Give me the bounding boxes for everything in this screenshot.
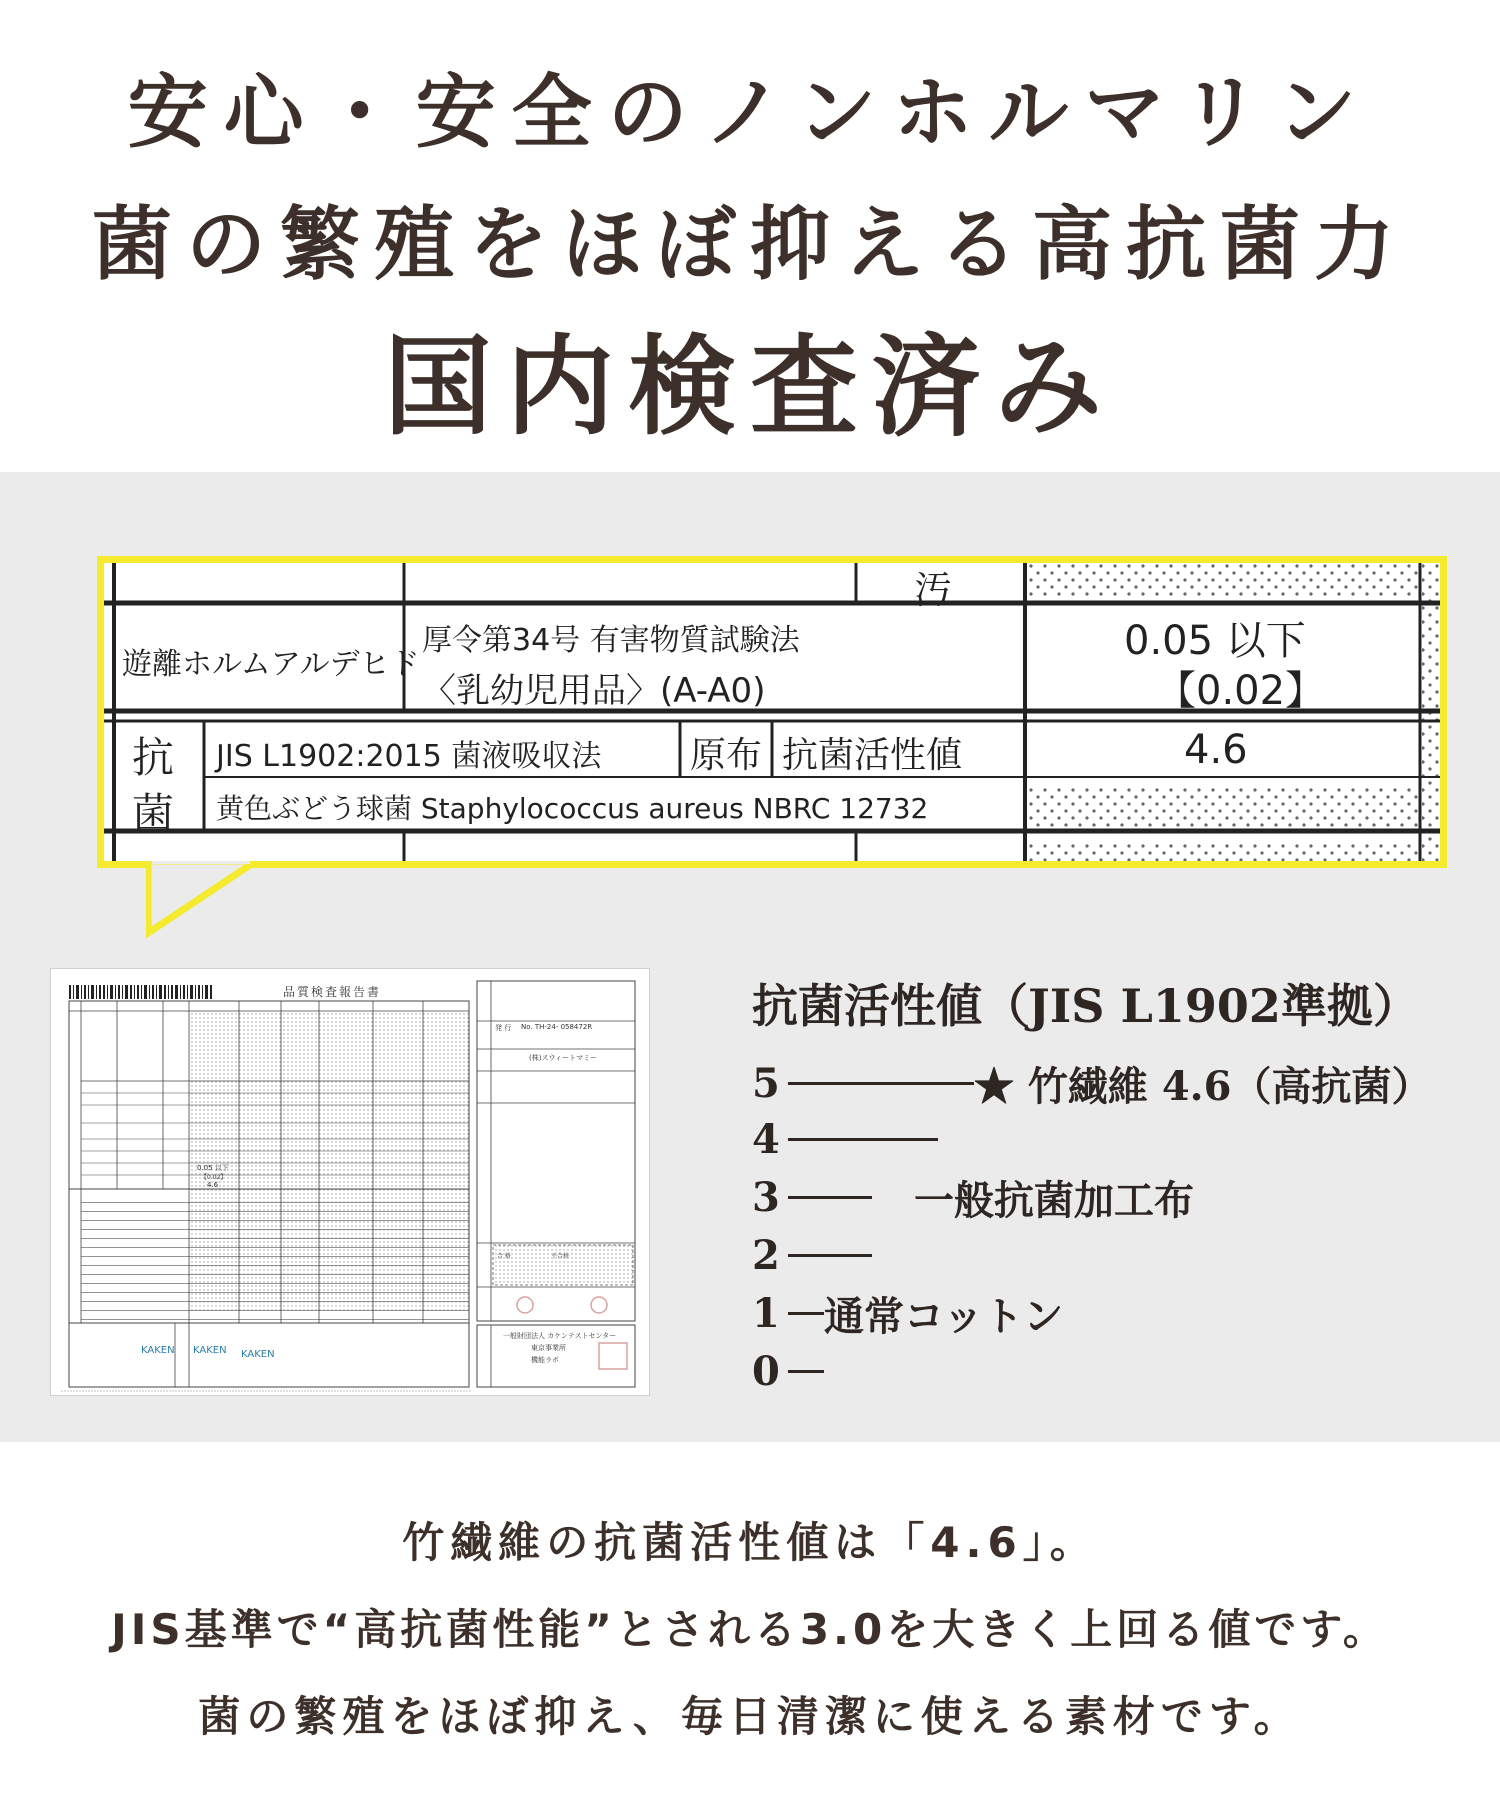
cert-antibacterial-value-label: 抗菌活性値 bbox=[782, 735, 963, 776]
footer-line-1: 竹繊維の抗菌活性値は「4.6」。 bbox=[402, 1518, 1098, 1567]
scale-row-1 bbox=[752, 1288, 1063, 1338]
cert-antibacterial-char-1: 抗 bbox=[132, 733, 175, 782]
scale-label: 一般抗菌加工布 bbox=[914, 1176, 1194, 1224]
scale-label: 通常コットン bbox=[824, 1292, 1064, 1340]
report-thumbnail bbox=[50, 968, 650, 1396]
scale-num: 0 bbox=[752, 1347, 780, 1395]
scale-row-0 bbox=[752, 1346, 824, 1396]
report-title: 品質検査報告書 bbox=[283, 985, 382, 999]
scale-row-5 bbox=[752, 1058, 1431, 1108]
scale-row-3 bbox=[752, 1172, 1194, 1222]
headline-2: 菌の繁殖をほぼ抑える高抗菌力 bbox=[92, 197, 1408, 291]
report-result-2: 【0.02】 bbox=[201, 1174, 227, 1181]
report-client: (株)スウィートマミー bbox=[529, 1054, 598, 1062]
report-logo-1: KAKEN bbox=[141, 1345, 175, 1356]
scale-row-2 bbox=[752, 1230, 872, 1280]
footer-line-3: 菌の繁殖をほぼ抑え、毎日清潔に使える素材です。 bbox=[198, 1692, 1302, 1741]
header bbox=[0, 0, 1500, 472]
cert-formaldehyde-method-2: 〈乳幼児用品〉(A-A0) bbox=[422, 671, 766, 711]
scale-tick bbox=[788, 1082, 974, 1085]
report-fail: 不合格 bbox=[551, 1253, 570, 1260]
scale-num: 4 bbox=[752, 1115, 780, 1163]
callout-tail bbox=[146, 861, 266, 941]
scale-title: 抗菌活性値（JIS L1902準拠） bbox=[752, 979, 1419, 1033]
report-result-1: 0.05 以下 bbox=[197, 1164, 229, 1172]
scale-tick bbox=[788, 1138, 938, 1141]
certificate-zoom bbox=[97, 556, 1447, 868]
report-issue-label: 発 行 bbox=[495, 1024, 512, 1032]
cert-formaldehyde-label: 遊離ホルムアルデヒド bbox=[122, 647, 420, 682]
scale-num: 5 bbox=[752, 1059, 780, 1107]
cert-formaldehyde-method-1: 厚令第34号 有害物質試験法 bbox=[422, 623, 800, 658]
cert-formaldehyde-result-2: 【0.02】 bbox=[1156, 668, 1326, 714]
cert-antibacterial-method: JIS L1902:2015 菌液吸収法 bbox=[216, 739, 602, 774]
scale-tick bbox=[788, 1370, 824, 1373]
report-pass: 合 格 bbox=[497, 1253, 511, 1260]
cert-fabric-label: 原布 bbox=[690, 735, 763, 776]
cert-antibacterial-char-2: 菌 bbox=[132, 789, 175, 838]
cert-partial-text: 汚 bbox=[914, 568, 953, 612]
headline-1: 安心・安全のノンホルマリン bbox=[127, 65, 1373, 159]
scale-num: 1 bbox=[752, 1289, 780, 1337]
headline-3: 国内検査済み bbox=[383, 324, 1116, 450]
report-number: No. TH-24- 058472R bbox=[521, 1023, 593, 1031]
scale-tick bbox=[788, 1254, 872, 1257]
report-lab-1: 一般財団法人 カケンテストセンター bbox=[503, 1332, 617, 1340]
scale-num: 3 bbox=[752, 1173, 780, 1221]
report-lab-2: 東京事業所 bbox=[531, 1344, 566, 1352]
report-lab-3: 機能ラボ bbox=[531, 1356, 559, 1364]
cert-formaldehyde-result-1: 0.05 以下 bbox=[1124, 618, 1306, 664]
report-antibacterial: 4.6 bbox=[207, 1181, 219, 1189]
footer-line-2: JIS基準で“高抗菌性能”とされる3.0を大きく上回る値です。 bbox=[111, 1605, 1389, 1654]
report-logo-2: KAKEN bbox=[193, 1345, 227, 1356]
scale-tick bbox=[788, 1196, 872, 1199]
scale-label: ★ 竹繊維 4.6（高抗菌） bbox=[974, 1062, 1432, 1110]
scale-row-4 bbox=[752, 1114, 938, 1164]
cert-bacteria-line: 黄色ぶどう球菌 Staphylococcus aureus NBRC 12732 bbox=[216, 792, 929, 825]
cert-antibacterial-value: 4.6 bbox=[1184, 727, 1248, 773]
scale-tick bbox=[788, 1312, 824, 1315]
report-logo-3: KAKEN bbox=[241, 1349, 275, 1360]
scale-num: 2 bbox=[752, 1231, 780, 1279]
